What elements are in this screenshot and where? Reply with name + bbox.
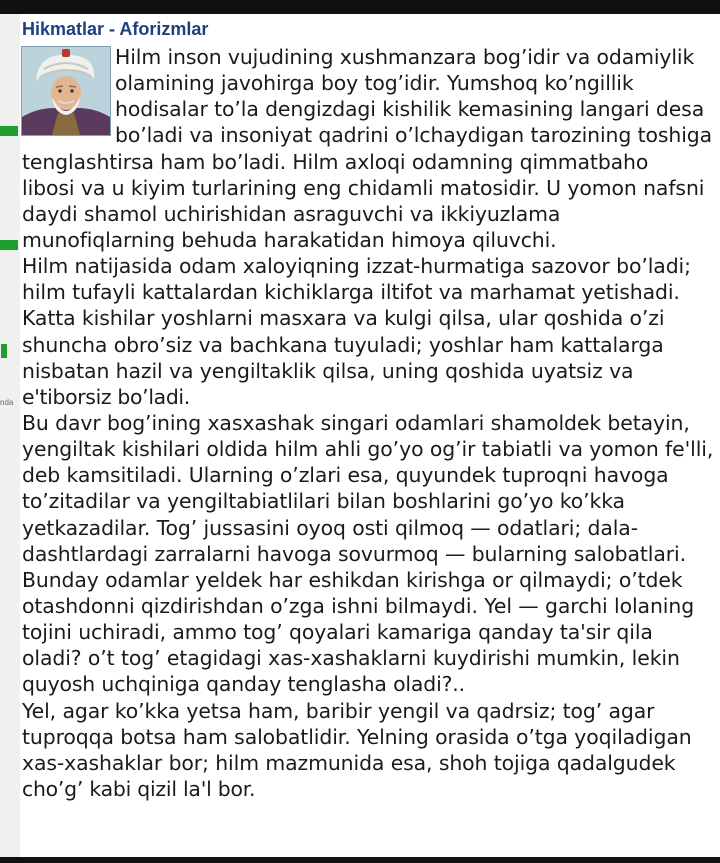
text-line: daydi shamol uchirishidan asraguvchi va ikkiyuzlama	[22, 201, 561, 226]
top-frame-bar	[0, 0, 720, 14]
text-line: shuncha obro’siz va bachkana tuyuladi; yoshlar ham kattalarga	[22, 332, 664, 357]
text-line: to’zitadilar va yengiltabiatlilari bilan boshlarini go’yo ko’kka	[22, 489, 625, 514]
text-line: hodisalar to’la dengizdagi kishilik kemasining langari desa	[115, 97, 705, 122]
text-line: Bu davr bog’ining xasxashak singari odamlari shamoldek betayin,	[22, 410, 690, 435]
paragraph	[0, 698, 720, 803]
text-line: e'tiborsiz bo’ladi.	[22, 384, 190, 409]
text-line: otashdonni qizdirishdan o’zga ishni bilmaydi. Yel — garchi lolaning	[22, 593, 695, 618]
text-line: Yel, agar ko’kka yetsa ham, baribir yengil va qadrsiz; tog’ agar	[22, 698, 655, 723]
text-line: tojini uchiradi, ammo tog’ qoyalari kamariga qanday ta'sir qila	[22, 620, 653, 645]
bottom-frame-bar	[0, 857, 720, 863]
text-line: bo’ladi va insoniyat qadrini o’lchaydigan tarozining toshiga	[115, 123, 712, 148]
text-line: dashtlardagi zarralarni havoga sovurmoq — bularning salobatlari.	[22, 541, 686, 566]
text-line: tenglashtirsa ham bo’ladi. Hilm axloqi odamning qimmatbaho	[22, 149, 649, 174]
text-line: cho’g’ kabi qizil la'l bor.	[22, 776, 256, 801]
paragraph	[0, 44, 720, 253]
cropped-sidebar-text: nda	[0, 398, 14, 407]
text-line: tuproqqa botsa ham salobatlidir. Yelning orasida o’tga yoqiladigan	[22, 724, 692, 749]
text-line: oladi? o’t tog’ etagidagi xas-xashaklarni kuydirishi mumkin, lekin	[22, 646, 680, 671]
text-line: quyosh uchqiniga qanday tenglasha oladi?..	[22, 672, 465, 697]
text-line: Hilm natijasida odam xaloyiqning izzat-hurmatiga sazovor bo’ladi;	[22, 254, 691, 279]
text-line: Katta kishilar yoshlarni masxara va kulgi qilsa, ular qoshida o’zi	[22, 306, 665, 331]
text-line: Bunday odamlar yeldek har eshikdan kirishga or qilmaydi; o’tdek	[22, 567, 683, 592]
text-line: libosi va u kiyim turlarining eng chidamli matosidir. U yomon nafsni	[22, 175, 705, 200]
text-line: yengiltak kishilari oldida hilm ahli go’yo og’ir tabiatli va yomon fe'lli,	[22, 437, 714, 462]
article-body	[0, 44, 720, 802]
paragraph	[0, 253, 720, 410]
text-line: nisbatan hazil va yengiltaklik qilsa, uning qoshida uyatsiz va	[22, 358, 634, 383]
text-line: Hilm inson vujudining xushmanzara bog’idir va odamiylik	[115, 45, 695, 69]
text-line: deb kamsitiladi. Ularning o’zlari esa, quyundek tuproqni havoga	[22, 463, 669, 488]
text-line: olamining javohirga boy tog’idir. Yumshoq ko’ngillik	[115, 71, 634, 96]
text-line: xas-xashaklar bor; hilm mazmunida esa, shoh tojiga qadalgudek	[22, 750, 676, 775]
text-line: yetkazadilar. Tog’ jussasini oyoq osti qilmoq — odatlari; dala-	[22, 515, 638, 540]
page-title: Hikmatlar - Aforizmlar	[22, 19, 209, 39]
text-line: hilm tufayli kattalardan kichiklarga iltifot va marhamat yetishadi.	[22, 280, 680, 305]
text-line: munofiqlarning behuda harakatidan himoya qiluvchi.	[22, 227, 557, 252]
paragraph	[0, 410, 720, 698]
